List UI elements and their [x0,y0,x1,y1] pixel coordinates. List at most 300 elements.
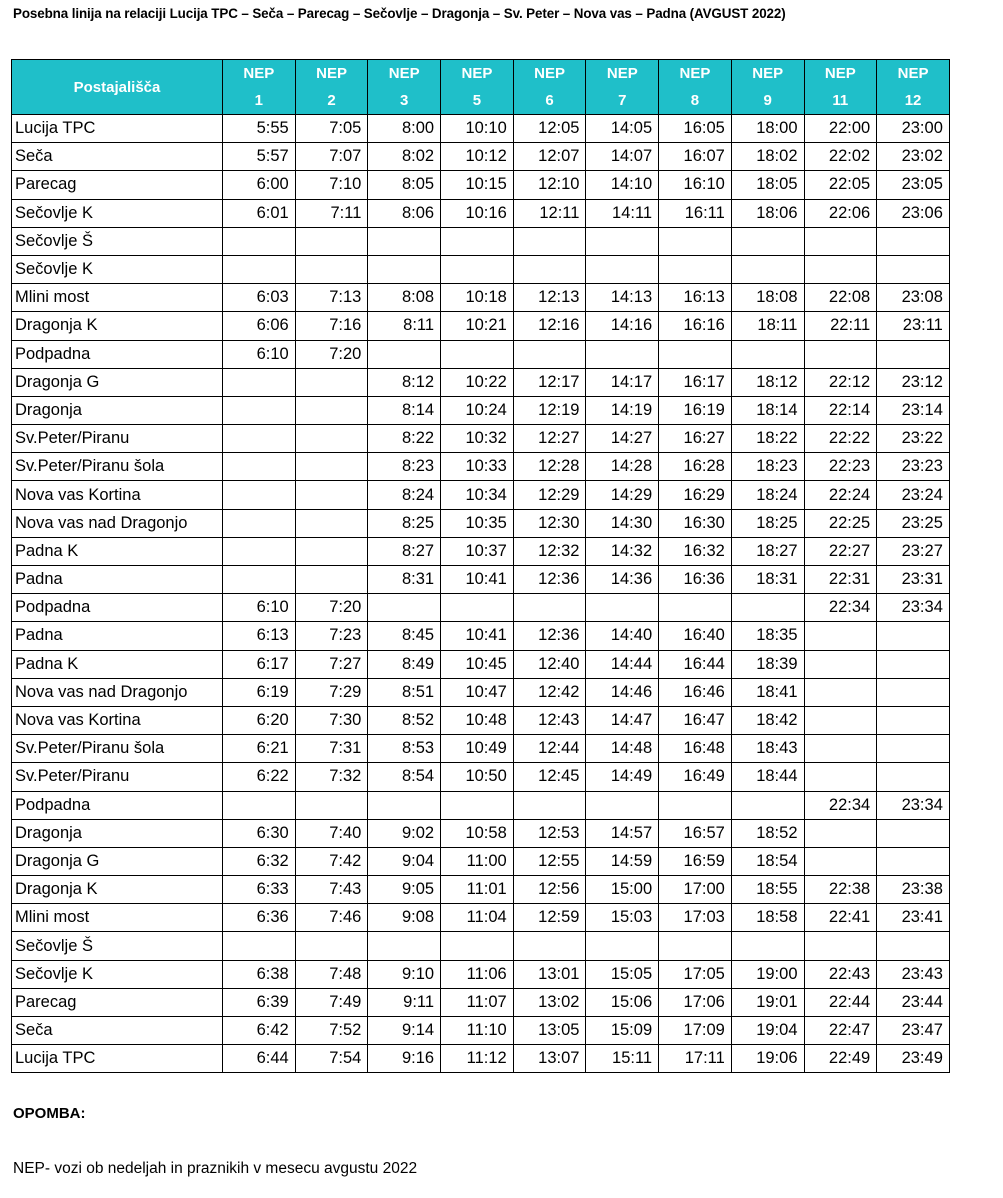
stop-name: Dragonja G [12,368,223,396]
time-cell: 12:53 [513,819,586,847]
time-cell: 22:12 [804,368,877,396]
header-column [441,60,514,115]
time-cell [659,255,732,283]
stop-name: Podpadna [12,340,223,368]
time-cell: 16:27 [659,425,732,453]
stop-name: Sv.Peter/Piranu šola [12,453,223,481]
time-cell: 23:47 [877,1017,950,1045]
stop-name: Sv.Peter/Piranu šola [12,735,223,763]
time-cell: 18:39 [731,650,804,678]
stop-name: Podpadna [12,791,223,819]
time-cell: 23:12 [877,368,950,396]
time-cell: 14:40 [586,622,659,650]
time-cell: 22:34 [804,791,877,819]
header-column [659,60,732,115]
header-column-line2: 8 [690,92,700,109]
table-row [12,227,950,255]
time-cell: 14:17 [586,368,659,396]
note-heading: OPOMBA: [13,1105,86,1122]
stop-name: Padna [12,622,223,650]
time-cell [368,791,441,819]
time-cell: 7:20 [295,340,368,368]
time-cell: 12:36 [513,622,586,650]
time-cell: 10:41 [441,622,514,650]
time-cell: 5:57 [223,143,296,171]
time-cell: 13:05 [513,1017,586,1045]
header-column-line2: 9 [763,92,772,109]
time-cell [731,227,804,255]
time-cell: 10:47 [441,678,514,706]
time-cell: 13:01 [513,960,586,988]
time-cell [586,255,659,283]
time-cell: 12:40 [513,650,586,678]
time-cell: 7:20 [295,594,368,622]
time-cell: 23:41 [877,904,950,932]
time-cell [295,791,368,819]
table-row [12,566,950,594]
time-cell: 10:48 [441,706,514,734]
time-cell: 23:23 [877,453,950,481]
table-row [12,171,950,199]
time-cell: 22:25 [804,509,877,537]
time-cell: 23:05 [877,171,950,199]
time-cell [731,932,804,960]
time-cell [804,735,877,763]
time-cell: 22:06 [804,199,877,227]
time-cell: 23:08 [877,284,950,312]
table-row [12,960,950,988]
time-cell [877,847,950,875]
time-cell: 8:53 [368,735,441,763]
time-cell [659,340,732,368]
table-row [12,425,950,453]
table-row [12,537,950,565]
time-cell: 12:11 [513,199,586,227]
time-cell: 14:07 [586,143,659,171]
time-cell: 6:44 [223,1045,296,1073]
time-cell [295,227,368,255]
time-cell [877,819,950,847]
table-row [12,650,950,678]
time-cell: 10:21 [441,312,514,340]
time-cell: 23:49 [877,1045,950,1073]
time-cell: 7:27 [295,650,368,678]
table-row [12,763,950,791]
time-cell [441,340,514,368]
time-cell: 23:34 [877,594,950,622]
time-cell: 11:06 [441,960,514,988]
time-cell: 16:57 [659,819,732,847]
table-row [12,622,950,650]
time-cell [586,227,659,255]
time-cell: 17:11 [659,1045,732,1073]
time-cell: 14:49 [586,763,659,791]
time-cell: 14:48 [586,735,659,763]
time-cell: 8:23 [368,453,441,481]
time-cell: 17:09 [659,1017,732,1045]
time-cell [731,255,804,283]
time-cell: 9:16 [368,1045,441,1073]
time-cell [441,594,514,622]
stop-name: Sečovlje K [12,199,223,227]
time-cell: 11:12 [441,1045,514,1073]
time-cell: 6:33 [223,876,296,904]
time-cell [368,227,441,255]
time-cell: 14:47 [586,706,659,734]
timetable-body [12,115,950,1073]
time-cell: 23:25 [877,509,950,537]
time-cell: 22:00 [804,115,877,143]
time-cell: 6:17 [223,650,296,678]
time-cell: 13:07 [513,1045,586,1073]
stop-name: Nova vas nad Dragonjo [12,678,223,706]
stop-name: Seča [12,143,223,171]
stop-name: Sečovlje Š [12,227,223,255]
time-cell [368,932,441,960]
time-cell [368,255,441,283]
time-cell: 22:41 [804,904,877,932]
header-column-line1: NEP [316,65,347,82]
time-cell: 7:11 [295,199,368,227]
time-cell: 16:10 [659,171,732,199]
time-cell [659,932,732,960]
time-cell: 17:03 [659,904,732,932]
time-cell: 15:05 [586,960,659,988]
time-cell: 18:44 [731,763,804,791]
header-column-line2: 7 [618,92,627,109]
time-cell [295,932,368,960]
time-cell: 16:29 [659,481,732,509]
time-cell: 10:45 [441,650,514,678]
time-cell: 8:11 [368,312,441,340]
time-cell: 18:08 [731,284,804,312]
time-cell: 18:54 [731,847,804,875]
time-cell [877,340,950,368]
time-cell: 9:02 [368,819,441,847]
time-cell: 16:36 [659,566,732,594]
table-row [12,706,950,734]
table-row [12,735,950,763]
time-cell [295,453,368,481]
stop-name: Padna K [12,537,223,565]
time-cell [586,932,659,960]
time-cell: 12:55 [513,847,586,875]
time-cell [513,932,586,960]
time-cell: 8:52 [368,706,441,734]
header-column-line1: NEP [897,65,929,82]
stop-name: Padna [12,566,223,594]
time-cell: 7:43 [295,876,368,904]
time-cell: 8:25 [368,509,441,537]
time-cell [223,791,296,819]
stop-name: Dragonja G [12,847,223,875]
time-cell: 6:32 [223,847,296,875]
stop-name: Dragonja K [12,312,223,340]
time-cell [877,255,950,283]
time-cell: 6:42 [223,1017,296,1045]
time-cell: 23:34 [877,791,950,819]
time-cell [586,791,659,819]
time-cell: 23:02 [877,143,950,171]
stop-name: Nova vas Kortina [12,481,223,509]
header-column [295,60,368,115]
time-cell: 7:31 [295,735,368,763]
time-cell: 14:28 [586,453,659,481]
time-cell: 11:10 [441,1017,514,1045]
time-cell: 8:27 [368,537,441,565]
time-cell: 18:22 [731,425,804,453]
time-cell: 22:22 [804,425,877,453]
header-column [368,60,441,115]
time-cell: 18:11 [731,312,804,340]
time-cell: 7:40 [295,819,368,847]
time-cell: 6:39 [223,988,296,1016]
time-cell: 10:15 [441,171,514,199]
time-cell: 12:16 [513,312,586,340]
time-cell: 12:45 [513,763,586,791]
time-cell: 9:14 [368,1017,441,1045]
time-cell: 8:45 [368,622,441,650]
time-cell: 6:36 [223,904,296,932]
stop-name: Parecag [12,988,223,1016]
time-cell [441,791,514,819]
stop-name: Parecag [12,171,223,199]
time-cell [804,678,877,706]
time-cell: 23:31 [877,566,950,594]
stop-name: Mlini most [12,284,223,312]
time-cell: 18:52 [731,819,804,847]
time-cell: 7:46 [295,904,368,932]
stop-name: Seča [12,1017,223,1045]
time-cell: 18:41 [731,678,804,706]
time-cell: 6:10 [223,340,296,368]
table-row [12,847,950,875]
time-cell: 23:44 [877,988,950,1016]
time-cell: 16:49 [659,763,732,791]
time-cell [441,932,514,960]
time-cell [804,763,877,791]
time-cell [877,227,950,255]
time-cell: 6:38 [223,960,296,988]
time-cell [295,481,368,509]
time-cell: 8:00 [368,115,441,143]
time-cell: 14:29 [586,481,659,509]
time-cell [513,227,586,255]
time-cell: 16:17 [659,368,732,396]
time-cell: 23:06 [877,199,950,227]
time-cell: 12:13 [513,284,586,312]
time-cell: 16:48 [659,735,732,763]
time-cell: 8:12 [368,368,441,396]
stop-name: Sečovlje Š [12,932,223,960]
time-cell [295,368,368,396]
header-column-line2: 12 [904,92,922,109]
table-row [12,199,950,227]
time-cell: 18:31 [731,566,804,594]
time-cell: 8:24 [368,481,441,509]
time-cell: 22:08 [804,284,877,312]
time-cell: 15:06 [586,988,659,1016]
time-cell: 9:11 [368,988,441,1016]
header-column-line2: 5 [472,92,482,109]
stop-name: Sv.Peter/Piranu [12,425,223,453]
header-column-line1: NEP [461,65,493,82]
time-cell: 16:11 [659,199,732,227]
time-cell: 19:00 [731,960,804,988]
time-cell: 16:40 [659,622,732,650]
time-cell [223,537,296,565]
time-cell: 10:24 [441,396,514,424]
time-cell [804,255,877,283]
table-row [12,396,950,424]
time-cell: 7:48 [295,960,368,988]
time-cell [877,932,950,960]
time-cell: 15:11 [586,1045,659,1073]
header-column [223,60,296,115]
time-cell: 10:10 [441,115,514,143]
time-cell [223,368,296,396]
time-cell: 23:00 [877,115,950,143]
time-cell: 22:31 [804,566,877,594]
time-cell [295,396,368,424]
time-cell: 22:02 [804,143,877,171]
time-cell [586,594,659,622]
time-cell: 7:07 [295,143,368,171]
time-cell [223,425,296,453]
time-cell: 22:14 [804,396,877,424]
time-cell: 23:22 [877,425,950,453]
table-row [12,904,950,932]
time-cell: 18:23 [731,453,804,481]
header-column-line2: 3 [400,92,409,109]
time-cell: 6:21 [223,735,296,763]
time-cell: 16:32 [659,537,732,565]
time-cell: 11:00 [441,847,514,875]
time-cell [223,255,296,283]
time-cell: 8:51 [368,678,441,706]
time-cell: 18:14 [731,396,804,424]
time-cell: 22:43 [804,960,877,988]
time-cell: 18:00 [731,115,804,143]
time-cell: 16:44 [659,650,732,678]
table-row [12,594,950,622]
time-cell: 22:11 [804,312,877,340]
time-cell [223,566,296,594]
time-cell: 12:32 [513,537,586,565]
time-cell: 22:49 [804,1045,877,1073]
table-row [12,284,950,312]
note-text: NEP- vozi ob nedeljah in praznikih v mesecu avgustu 2022 [13,1160,418,1177]
time-cell [659,594,732,622]
time-cell: 16:47 [659,706,732,734]
header-column-line1: NEP [606,65,638,82]
time-cell: 6:01 [223,199,296,227]
time-cell: 12:43 [513,706,586,734]
time-cell [223,396,296,424]
time-cell: 7:52 [295,1017,368,1045]
stop-name: Sečovlje K [12,960,223,988]
header-stops: Postajališča [12,60,223,115]
time-cell [804,650,877,678]
time-cell: 22:47 [804,1017,877,1045]
document-title: Posebna linija na relaciji Lucija TPC – Seča – Parecag – Sečovlje – Dragonja – Sv. Peter – Nova vas – Padna (AVGUST 2022) [13,6,786,21]
time-cell: 6:19 [223,678,296,706]
time-cell: 12:30 [513,509,586,537]
time-cell: 7:16 [295,312,368,340]
time-cell: 10:58 [441,819,514,847]
time-cell: 11:04 [441,904,514,932]
time-cell: 22:24 [804,481,877,509]
time-cell [804,340,877,368]
time-cell: 12:07 [513,143,586,171]
time-cell [223,509,296,537]
table-row [12,481,950,509]
time-cell [877,650,950,678]
header-column-line2: 11 [832,92,849,109]
header-column-line1: NEP [824,65,856,82]
time-cell: 10:16 [441,199,514,227]
time-cell: 12:05 [513,115,586,143]
time-cell: 16:05 [659,115,732,143]
stop-name: Podpadna [12,594,223,622]
time-cell: 10:50 [441,763,514,791]
time-cell: 12:36 [513,566,586,594]
time-cell: 11:01 [441,876,514,904]
time-cell: 12:44 [513,735,586,763]
stop-name: Sečovlje K [12,255,223,283]
time-cell: 22:27 [804,537,877,565]
time-cell: 10:32 [441,425,514,453]
time-cell: 18:42 [731,706,804,734]
time-cell: 18:55 [731,876,804,904]
header-column-line1: NEP [679,65,711,82]
table-row [12,312,950,340]
stop-name: Sv.Peter/Piranu [12,763,223,791]
time-cell: 12:17 [513,368,586,396]
time-cell: 8:54 [368,763,441,791]
time-cell: 23:14 [877,396,950,424]
time-cell [804,622,877,650]
time-cell [731,791,804,819]
time-cell: 14:19 [586,396,659,424]
table-row [12,876,950,904]
time-cell: 7:23 [295,622,368,650]
time-cell: 6:00 [223,171,296,199]
time-cell: 22:23 [804,453,877,481]
time-cell: 19:01 [731,988,804,1016]
stop-name: Lucija TPC [12,115,223,143]
time-cell: 10:37 [441,537,514,565]
time-cell: 7:54 [295,1045,368,1073]
time-cell [877,622,950,650]
stop-name: Dragonja [12,819,223,847]
time-cell: 6:06 [223,312,296,340]
time-cell [368,340,441,368]
time-cell: 16:46 [659,678,732,706]
time-cell: 8:05 [368,171,441,199]
time-cell: 16:07 [659,143,732,171]
time-cell: 7:29 [295,678,368,706]
time-cell: 6:03 [223,284,296,312]
time-cell: 14:27 [586,425,659,453]
time-cell: 12:59 [513,904,586,932]
header-column-line2: 1 [254,92,264,109]
stop-name: Dragonja K [12,876,223,904]
time-cell: 10:12 [441,143,514,171]
time-cell: 14:05 [586,115,659,143]
time-cell: 7:30 [295,706,368,734]
time-cell: 14:30 [586,509,659,537]
